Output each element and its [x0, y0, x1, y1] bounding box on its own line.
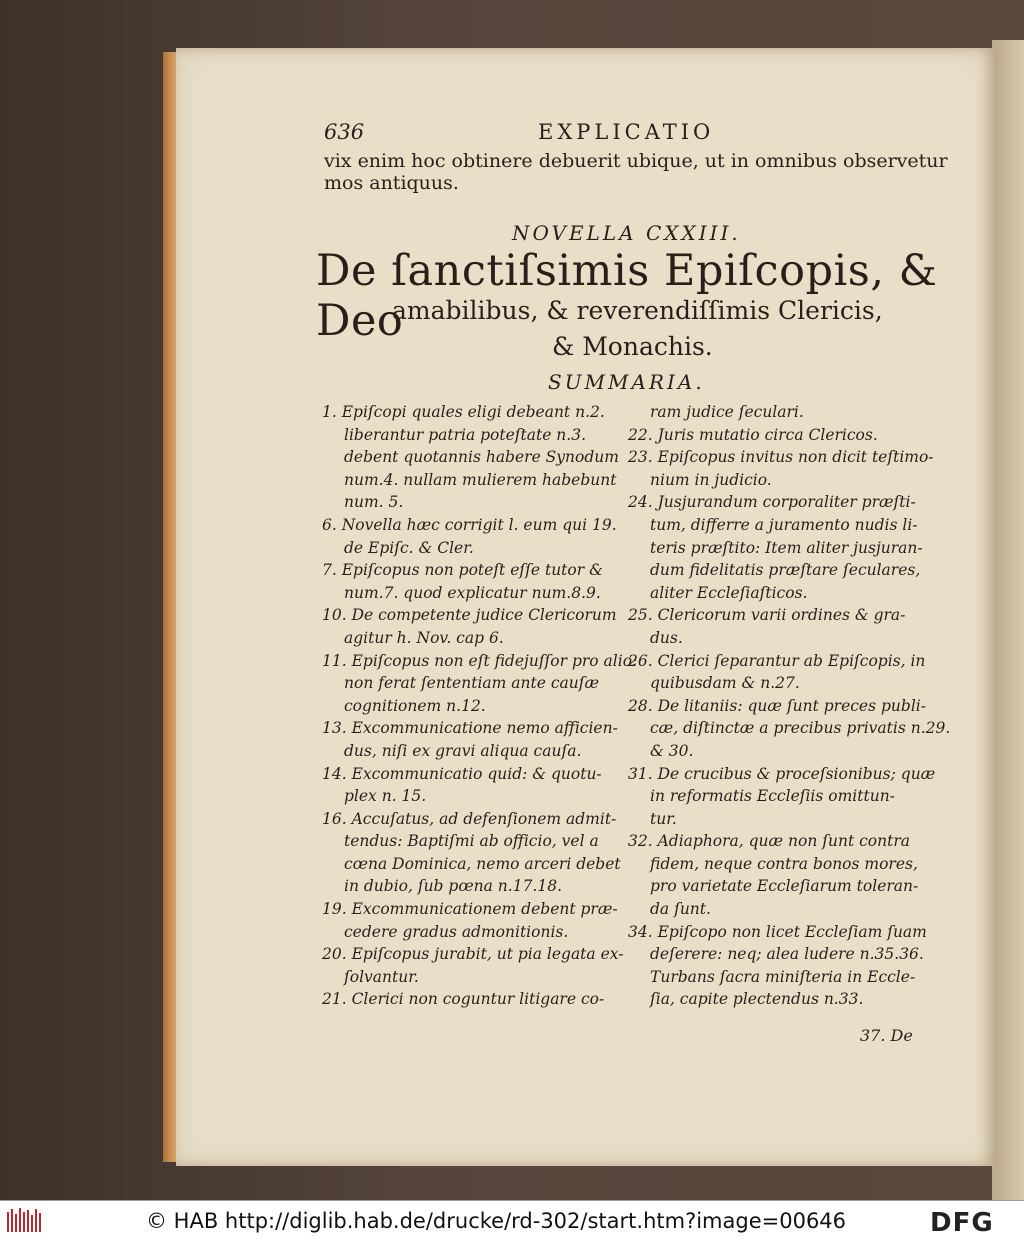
summary-entry: tur.: [650, 809, 677, 828]
dfg-logo[interactable]: DFG: [930, 1208, 994, 1238]
summary-entry: debent quotannis habere Synodum: [344, 448, 619, 467]
summary-entry: in dubio, ſub pœna n.17.18.: [344, 877, 563, 896]
book-page: [176, 48, 994, 1166]
summary-entry: & 30.: [650, 741, 694, 760]
summary-entry: de Epiſc. & Cler.: [344, 538, 474, 557]
running-title: EXPLICATIO: [538, 120, 715, 144]
summary-entry: dum fidelitatis præſtare ſeculares,: [650, 561, 921, 580]
summary-entry: 34. Epiſcopo non licet Eccleſiam ſuam: [628, 922, 927, 941]
page-number: 636: [324, 120, 365, 144]
summary-column-right: [628, 401, 951, 1011]
viewer-footer: [0, 1200, 1024, 1240]
summary-entry: nium in judicio.: [650, 470, 772, 489]
summary-entry: 14. Excommunicatio quid: & quotu-: [322, 764, 602, 783]
summary-entry: dus, niſi ex gravi aliqua cauſa.: [344, 741, 582, 760]
summary-entry: tum, differre a juramento nudis li-: [650, 515, 918, 534]
summary-entry: 26. Clerici ſeparantur ab Epiſcopis, in: [628, 651, 926, 670]
summary-entry: 13. Excommunicatione nemo afficien-: [322, 719, 618, 738]
summary-column-left: [322, 401, 638, 1011]
summary-entry: agitur h. Nov. cap 6.: [344, 628, 504, 647]
intro-line-1: vix enim hoc obtinere debuerit ubique, ut in omnibus observetur: [324, 150, 948, 172]
summary-entry: cæ, diſtinctæ a precibus privatis n.29.: [650, 719, 951, 738]
summary-entry: ſia, capite plectendus n.33.: [650, 990, 864, 1009]
summary-entry: aliter Eccleſiaſticos.: [650, 583, 808, 602]
summary-entry: 11. Epiſcopus non eſt fidejuſſor pro alio:: [322, 651, 638, 670]
summary-entry: non ferat ſententiam ante cauſæ: [344, 674, 600, 693]
summary-entry: 19. Excommunicationem debent præ-: [322, 900, 618, 919]
summary-entry: da ſunt.: [650, 900, 711, 919]
summary-entry: 22. Juris mutatio circa Clericos.: [628, 425, 878, 444]
summary-entry: 20. Epiſcopus jurabit, ut pia legata ex-: [322, 945, 624, 964]
summary-entry: liberantur patria poteſtate n.3.: [344, 425, 587, 444]
summary-entry: 10. De competente judice Clericorum: [322, 606, 617, 625]
summary-entry: in reformatis Eccleſiis omittun-: [650, 787, 895, 806]
summary-entry: dus.: [650, 628, 683, 647]
summary-entry: 21. Clerici non coguntur litigare co-: [322, 990, 605, 1009]
facing-page-edge: [992, 40, 1024, 1200]
summary-entry: Turbans ſacra miniſteria in Eccle-: [650, 967, 916, 986]
summary-entry: 24. Jusjurandum corporaliter præſti-: [628, 493, 916, 512]
summary-entry: cedere gradus admonitionis.: [344, 922, 569, 941]
running-head: [324, 120, 924, 146]
summary-entry: plex n. 15.: [344, 787, 427, 806]
summary-entry: cœna Dominica, nemo arceri debet: [344, 854, 621, 873]
catchword: 37. De: [860, 1026, 913, 1045]
hab-logo-icon[interactable]: [6, 1206, 42, 1234]
summary-entry: num.4. nullam mulierem habebunt: [344, 470, 617, 489]
summary-entry: 25. Clericorum varii ordines & gra-: [628, 606, 906, 625]
summary-entry: 23. Epiſcopus invitus non dicit teſtimo-: [628, 448, 934, 467]
summary-entry: 32. Adiaphora, quæ non ſunt contra: [628, 832, 910, 851]
summary-entry: num. 5.: [344, 493, 404, 512]
summary-entry: 16. Accuſatus, ad defenſionem admit-: [322, 809, 617, 828]
summary-entry: fidem, neque contra bonos mores,: [650, 854, 918, 873]
summaria-heading: SUMMARIA.: [548, 370, 705, 394]
summary-entry: 1. Epiſcopi quales eligi debeant n.2.: [322, 403, 605, 421]
page-gutter-edge: [163, 52, 177, 1162]
summary-entry: 6. Novella hæc corrigit l. eum qui 19.: [322, 515, 617, 534]
summary-entry: 31. De crucibus & proceſsionibus; quæ: [628, 764, 936, 783]
summary-entry: tendus: Baptiſmi ab officio, vel a: [344, 832, 599, 851]
summary-entry: cognitionem n.12.: [344, 696, 486, 715]
summary-entry: 28. De litaniis: quæ ſunt preces publi-: [628, 696, 926, 715]
main-title-line-2: amabilibus, & reverendiſſimis Clericis,: [392, 296, 883, 325]
novella-label: NOVELLA CXXIII.: [512, 221, 741, 245]
main-title-line-3: & Monachis.: [552, 332, 713, 361]
summary-entry: 7. Epiſcopus non poteſt eſſe tutor &: [322, 561, 603, 580]
summary-entry: pro varietate Eccleſiarum toleran-: [650, 877, 919, 896]
summary-entry: teris præſtito: Item aliter jusjuran-: [650, 538, 923, 557]
summary-entry: deſerere: neq; alea ludere n.35.36.: [650, 945, 924, 964]
summary-entry: num.7. quod explicatur num.8.9.: [344, 583, 601, 602]
main-title-line-1: De ſanctiſsimis Epiſcopis, & Deo: [316, 246, 938, 346]
summary-entry: ram judice ſeculari.: [650, 403, 804, 421]
summary-entry: ſolvantur.: [344, 967, 419, 986]
intro-line-2: mos antiquus.: [324, 172, 459, 194]
summary-entry: quibusdam & n.27.: [650, 674, 800, 693]
copyright-url-text[interactable]: © HAB http://diglib.hab.de/drucke/rd-302/start.htm?image=00646: [146, 1209, 847, 1233]
